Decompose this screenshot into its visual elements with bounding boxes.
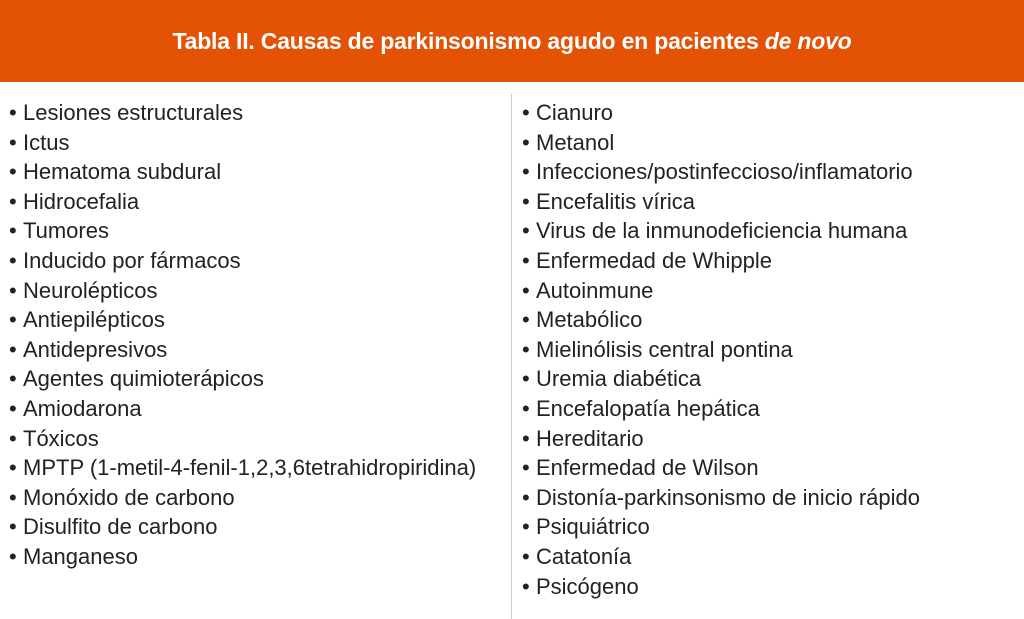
list-item (9, 483, 504, 513)
list-item (522, 542, 1017, 572)
list-item (522, 216, 1017, 246)
list-item-text: Metanol (536, 129, 615, 155)
list-item (9, 246, 504, 276)
list-item (9, 157, 504, 187)
list-item-text: Agentes quimioterápicos (23, 366, 264, 392)
list-item-text: Hidrocefalia (23, 188, 140, 214)
list-item (9, 364, 504, 394)
list-item (522, 512, 1017, 542)
list-item-text: Antidepresivos (23, 336, 168, 362)
list-item-text: Psicógeno (536, 573, 639, 599)
list-item (522, 364, 1017, 394)
list-item-text: Virus de la inmunodeficiencia humana (536, 218, 908, 244)
list-item (522, 246, 1017, 276)
list-item-text: Autoinmune (536, 277, 654, 303)
list-item-text: Antiepilépticos (23, 307, 165, 333)
list-item (9, 98, 504, 128)
list-item (522, 276, 1017, 306)
list-item (522, 187, 1017, 217)
list-item (522, 394, 1017, 424)
list-item (9, 335, 504, 365)
list-item-text: Enfermedad de Whipple (536, 247, 773, 273)
bullet-glyph: • (9, 159, 17, 185)
list-item-text: Psiquiátrico (536, 514, 650, 540)
list-item-text: Encefalitis vírica (536, 188, 695, 214)
bullet-glyph: • (522, 159, 530, 185)
table-title-italic: de novo (764, 27, 852, 54)
list-item-text: Lesiones estructurales (23, 100, 244, 125)
list-item-text: Hematoma subdural (23, 159, 222, 185)
list-item-text: Tumores (23, 218, 109, 244)
bullet-glyph: • (9, 514, 17, 540)
list-item-text: Amiodarona (23, 395, 142, 421)
list-item-text: Uremia diabética (536, 366, 702, 392)
list-item-text: MPTP (1-metil-4-fenil-1,2,3,6tetrahidropiridina) (23, 455, 477, 481)
list-item-text: Metabólico (536, 307, 643, 333)
list-item (9, 128, 504, 158)
list-item (9, 216, 504, 246)
bullet-glyph: • (9, 307, 17, 333)
bullet-glyph: • (9, 336, 17, 362)
bullet-glyph: • (522, 307, 530, 333)
table-title (172, 28, 851, 55)
list-item-text: Enfermedad de Wilson (536, 455, 759, 481)
list-item (9, 542, 504, 572)
column-divider (511, 94, 512, 619)
bullet-glyph: • (9, 218, 17, 244)
bullet-glyph: • (522, 336, 530, 362)
bullet-glyph: • (522, 455, 530, 481)
left-column-list (9, 98, 504, 572)
list-item-text: Cianuro (536, 100, 614, 125)
bullet-glyph: • (9, 543, 17, 569)
right-column-list (522, 98, 1017, 601)
list-item (9, 394, 504, 424)
list-item (9, 276, 504, 306)
list-item (522, 453, 1017, 483)
table-title-text: Tabla II. Causas de parkinsonismo agudo en pacientes (172, 27, 765, 54)
bullet-glyph: • (9, 366, 17, 392)
bullet-glyph: • (522, 188, 530, 214)
bullet-glyph: • (9, 484, 17, 510)
list-item (522, 98, 1017, 128)
list-item (9, 453, 504, 483)
list-item-text: Tóxicos (23, 425, 99, 451)
list-item (522, 335, 1017, 365)
list-item (9, 305, 504, 335)
bullet-glyph: • (9, 395, 17, 421)
list-item (9, 424, 504, 454)
list-item (522, 305, 1017, 335)
bullet-glyph: • (9, 247, 17, 273)
bullet-glyph: • (522, 277, 530, 303)
bullet-glyph: • (522, 247, 530, 273)
bullet-glyph: • (522, 543, 530, 569)
list-item-text: Inducido por fármacos (23, 247, 241, 273)
bullet-glyph: • (522, 129, 530, 155)
list-item-text: Manganeso (23, 543, 138, 569)
bullet-glyph: • (522, 366, 530, 392)
list-item-text: Infecciones/postinfeccioso/inflamatorio (536, 159, 913, 185)
list-item (522, 572, 1017, 602)
list-item (9, 187, 504, 217)
bullet-glyph: • (9, 277, 17, 303)
list-item (522, 424, 1017, 454)
list-item-text: Ictus (23, 129, 70, 155)
table-header (0, 0, 1024, 82)
list-item (522, 128, 1017, 158)
bullet-glyph: • (522, 100, 530, 125)
list-item-text: Encefalopatía hepática (536, 395, 760, 421)
list-item-text: Mielinólisis central pontina (536, 336, 793, 362)
bullet-glyph: • (9, 455, 17, 481)
list-item-text: Disulfito de carbono (23, 514, 218, 540)
list-item-text: Hereditario (536, 425, 644, 451)
bullet-glyph: • (9, 129, 17, 155)
list-item-text: Distonía-parkinsonismo de inicio rápido (536, 484, 920, 510)
list-item-text: Monóxido de carbono (23, 484, 235, 510)
bullet-glyph: • (9, 425, 17, 451)
bullet-glyph: • (9, 100, 17, 125)
list-item-text: Catatonía (536, 543, 632, 569)
bullet-glyph: • (522, 425, 530, 451)
list-item-text: Neurolépticos (23, 277, 158, 303)
bullet-glyph: • (522, 395, 530, 421)
bullet-glyph: • (522, 514, 530, 540)
list-item (522, 157, 1017, 187)
list-item (9, 512, 504, 542)
bullet-glyph: • (9, 188, 17, 214)
bullet-glyph: • (522, 573, 530, 599)
bullet-glyph: • (522, 218, 530, 244)
list-item (522, 483, 1017, 513)
bullet-glyph: • (522, 484, 530, 510)
